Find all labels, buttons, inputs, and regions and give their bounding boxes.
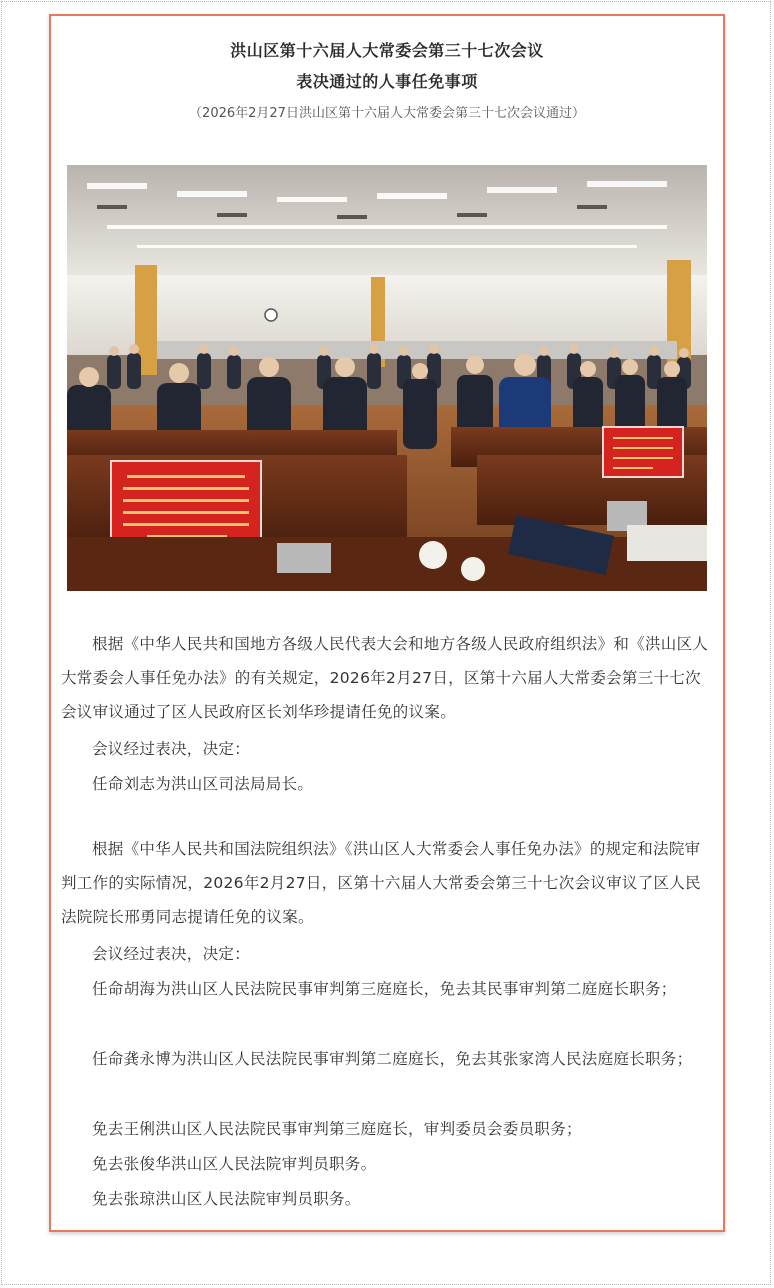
subtitle: （2026年2月27日洪山区第十六届人大常委会第三十七次会议通过） [189,106,585,121]
section1-paragraph-1: 根据《中华人民共和国地方各级人民代表大会和地方各级人民政府组织法》和《洪山区人大常委会人事任免办法》的有关规定，2026年2月27日，区第十六届人大常委会第三十七次会议审议通过了区人民政府区长刘华珍提请任免的议案。 [61,635,709,721]
section2-paragraph-4: 任命龚永博为洪山区人民法院民事审判第二庭庭长，免去其张家湾人民法庭庭长职务； [92,1050,693,1068]
section1-paragraph-3: 任命刘志为洪山区司法局局长。 [92,775,314,793]
section2-paragraph-1: 根据《中华人民共和国法院组织法》《洪山区人大常委会人事任免办法》的规定和法院审判工作的实际情况，2026年2月27日，区第十六届人大常委会第三十七次会议审议了区人民法院院长邢勇同志提请任免的议案。 [61,840,701,926]
section1-paragraph-2: 会议经过表决，决定： [92,740,251,758]
section2-paragraph-2: 会议经过表决，决定： [92,945,251,963]
section2-paragraph-6: 免去张俊华洪山区人民法院审判员职务。 [92,1155,377,1173]
title-line-1: 洪山区第十六届人大常委会第三十七次会议 [230,41,544,60]
section2-paragraph-3: 任命胡海为洪山区人民法院民事审判第三庭庭长，免去其民事审判第二庭庭长职务； [92,980,677,998]
title-line-2: 表决通过的人事任免事项 [296,72,478,91]
section2-paragraph-5: 免去王俐洪山区人民法院民事审判第三庭庭长，审判委员会委员职务； [92,1120,582,1138]
meeting-photo [67,165,707,591]
announcement-card [49,14,725,1232]
section2-paragraph-7: 免去张琼洪山区人民法院审判员职务。 [92,1190,361,1208]
